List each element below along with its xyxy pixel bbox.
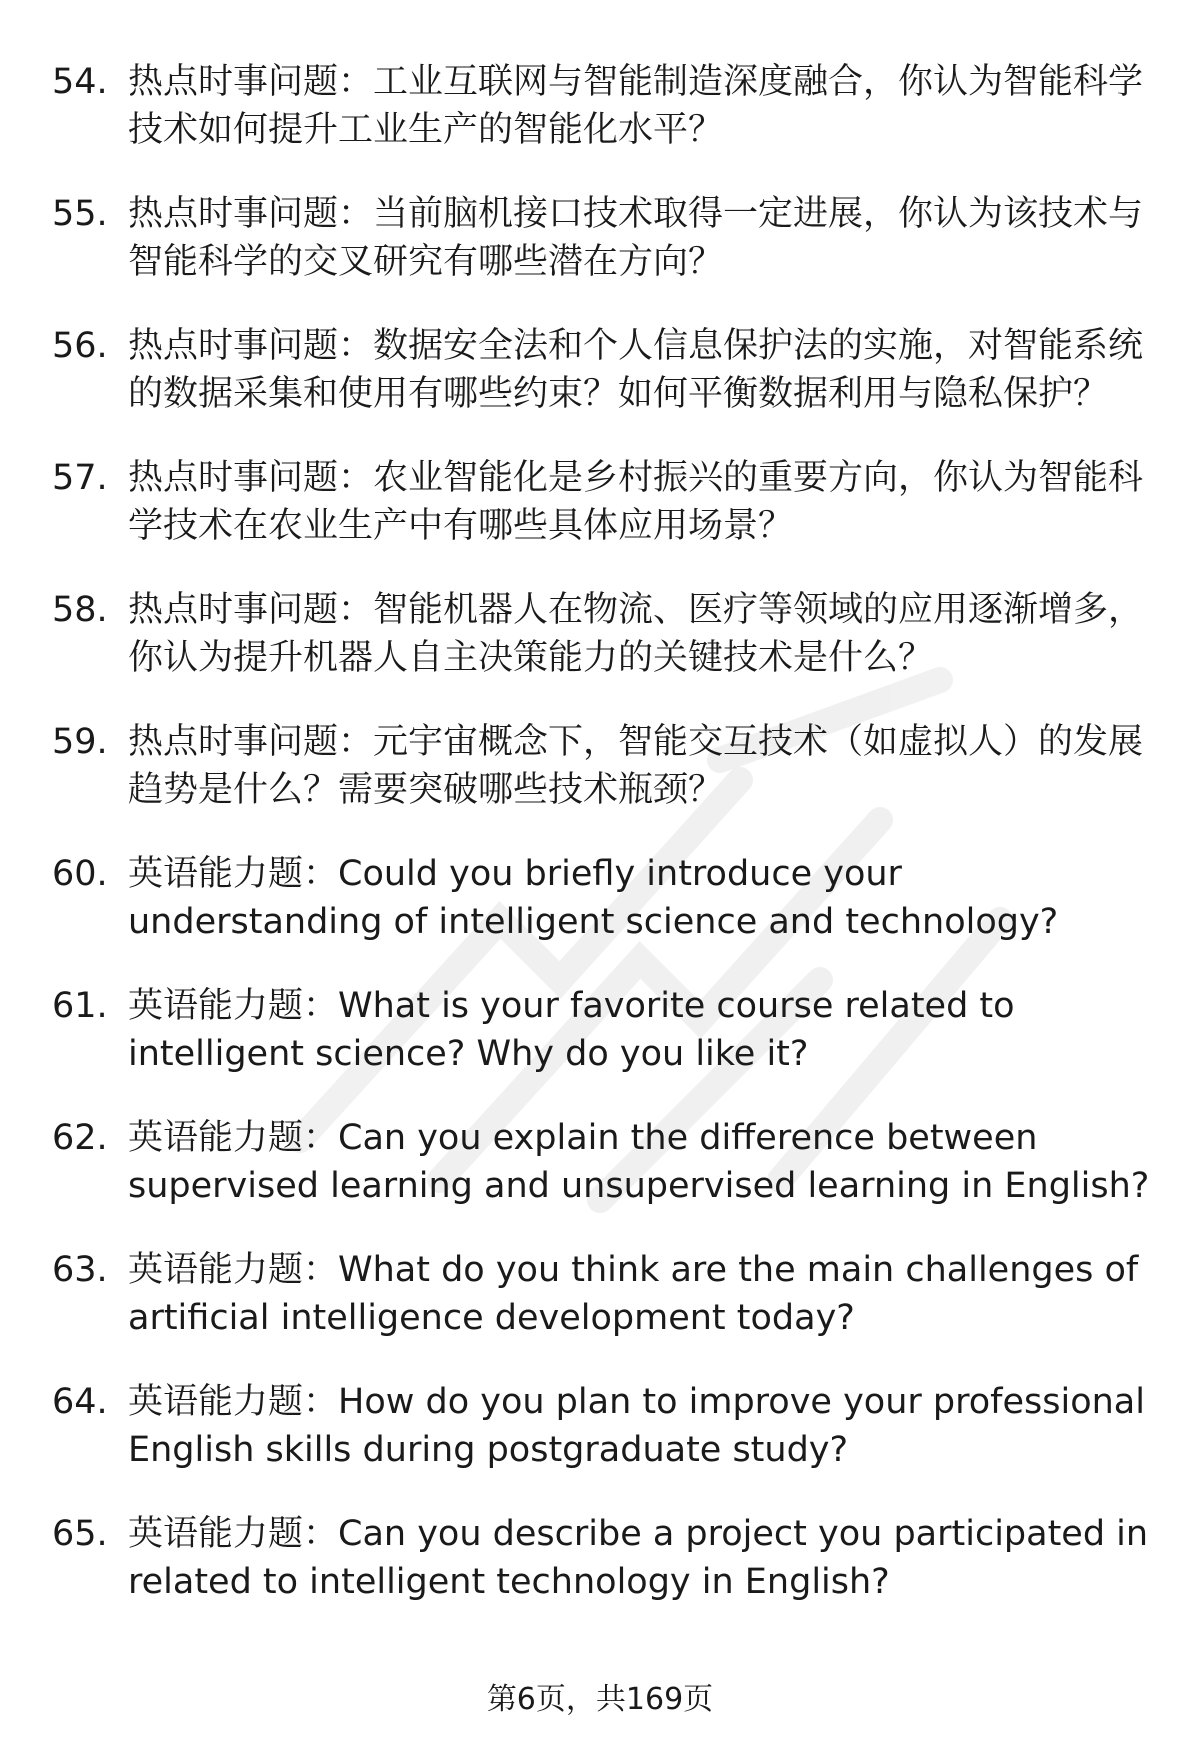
question-item [52, 58, 1152, 154]
question-number: 56. [52, 326, 108, 366]
question-text: 英语能力题：How do you plan to improve your professional English skills during postgraduate study? [128, 1382, 1145, 1470]
question-number: 54. [52, 62, 108, 102]
page-footer [0, 1680, 1200, 1720]
question-number: 58. [52, 590, 108, 630]
question-text: 英语能力题：Can you describe a project you participated in related to intelligent technology in English? [128, 1514, 1149, 1602]
question-text: 热点时事问题：农业智能化是乡村振兴的重要方向，你认为智能科学技术在农业生产中有哪些具体应用场景？ [128, 458, 1144, 546]
question-number: 55. [52, 194, 108, 234]
question-text: 热点时事问题：元宇宙概念下，智能交互技术（如虚拟人）的发展趋势是什么？需要突破哪些技术瓶颈？ [128, 722, 1144, 810]
question-item [52, 586, 1152, 682]
question-item [52, 850, 1152, 946]
question-number: 64. [52, 1382, 108, 1422]
question-number: 65. [52, 1514, 108, 1554]
question-number: 61. [52, 986, 108, 1026]
question-text: 英语能力题：What do you think are the main challenges of artificial intelligence development today? [128, 1250, 1139, 1338]
question-number: 63. [52, 1250, 108, 1290]
question-number: 62. [52, 1118, 108, 1158]
question-text: 热点时事问题：当前脑机接口技术取得一定进展，你认为该技术与智能科学的交叉研究有哪些潜在方向？ [128, 194, 1144, 282]
question-list [52, 58, 1152, 1642]
question-text: 英语能力题：Can you explain the difference between supervised learning and unsupervised learning in English? [128, 1118, 1150, 1206]
question-number: 57. [52, 458, 108, 498]
page-number-label: 第6页，共169页 [486, 1682, 714, 1717]
question-item [52, 982, 1152, 1078]
question-item [52, 718, 1152, 814]
question-number: 60. [52, 854, 108, 894]
question-text: 英语能力题：What is your favorite course related to intelligent science? Why do you like it? [128, 986, 1015, 1074]
question-text: 热点时事问题：智能机器人在物流、医疗等领域的应用逐渐增多，你认为提升机器人自主决策能力的关键技术是什么？ [128, 590, 1144, 678]
question-text: 英语能力题：Could you briefly introduce your understanding of intelligent science and technology? [128, 854, 1059, 942]
question-item [52, 1114, 1152, 1210]
question-item [52, 1246, 1152, 1342]
question-text: 热点时事问题：数据安全法和个人信息保护法的实施，对智能系统的数据采集和使用有哪些约束？如何平衡数据利用与隐私保护？ [128, 326, 1144, 414]
question-number: 59. [52, 722, 108, 762]
question-item [52, 190, 1152, 286]
question-item [52, 322, 1152, 418]
question-text: 热点时事问题：工业互联网与智能制造深度融合，你认为智能科学技术如何提升工业生产的智能化水平？ [128, 62, 1144, 150]
question-item [52, 1378, 1152, 1474]
question-item [52, 1510, 1152, 1606]
question-item [52, 454, 1152, 550]
